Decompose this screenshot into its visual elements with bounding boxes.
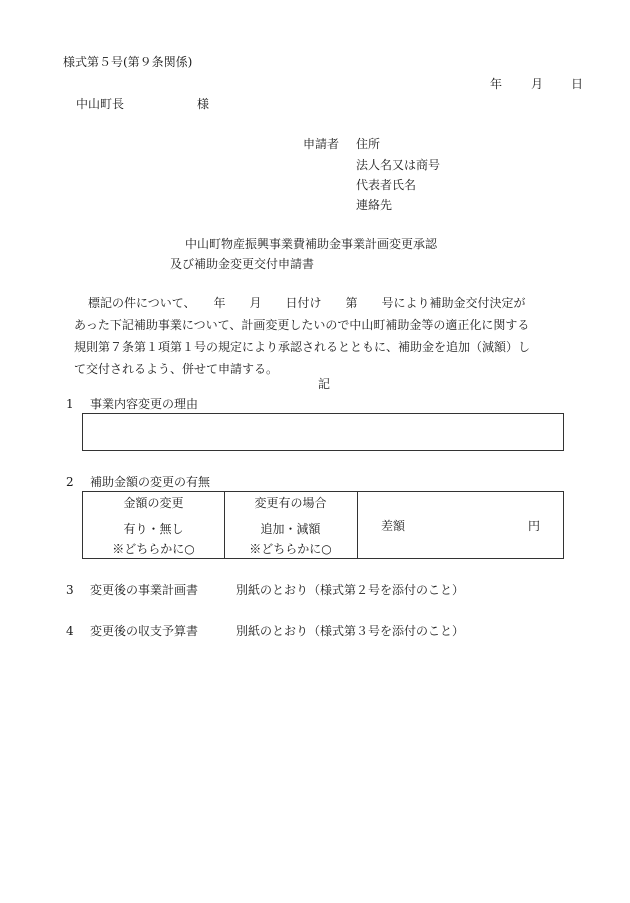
col2-value[interactable]: 追加・減額 xyxy=(260,522,321,536)
body-line-4: て交付されるよう、併せて申請する。 xyxy=(74,362,279,376)
section3-number: 3 xyxy=(66,583,74,597)
document-title-line1: 中山町物産振興事業費補助金事業計画変更承認 xyxy=(185,237,438,251)
ki-heading: 記 xyxy=(318,377,331,391)
body-paragraph xyxy=(74,292,594,380)
col1-value[interactable]: 有り・無し xyxy=(123,522,184,536)
addressee-honorific: 様 xyxy=(197,97,210,111)
applicant-representative-label: 代表者氏名 xyxy=(356,178,417,192)
change-reason-box[interactable] xyxy=(82,413,564,451)
applicant-contact-label: 連絡先 xyxy=(356,198,393,212)
section3-note: 別紙のとおり（様式第２号を添付のこと） xyxy=(236,583,465,597)
section2-number: 2 xyxy=(66,475,74,489)
section4-title: 変更後の収支予算書 xyxy=(90,624,199,638)
date-year-label: 年 xyxy=(490,77,503,91)
date-day-label: 日 xyxy=(571,77,584,91)
table-divider-2 xyxy=(357,492,358,558)
section1-number: 1 xyxy=(66,397,74,411)
col2-note: ※どちらかに○ xyxy=(249,542,332,556)
section4-note: 別紙のとおり（様式第３号を添付のこと） xyxy=(236,624,465,638)
applicant-company-label: 法人名又は商号 xyxy=(356,158,441,172)
section2-title: 補助金額の変更の有無 xyxy=(90,475,211,489)
date-month-label: 月 xyxy=(531,77,544,91)
form-number: 様式第５号(第９条関係) xyxy=(63,55,193,69)
diff-label: 差額 xyxy=(381,519,406,533)
col1-header: 金額の変更 xyxy=(123,496,184,510)
col1-note: ※どちらかに○ xyxy=(112,542,195,556)
document-title-line2: 及び補助金変更交付申請書 xyxy=(170,257,315,271)
addressee-name: 中山町長 xyxy=(76,97,125,111)
section3-title: 変更後の事業計画書 xyxy=(90,583,199,597)
diff-unit: 円 xyxy=(528,519,541,533)
section4-number: 4 xyxy=(66,624,74,638)
body-line-3: 規則第７条第１項第１号の規定により承認されるとともに、補助金を追加（減額）し xyxy=(74,340,531,354)
body-line-1: 標記の件について、 年 月 日付け 第 号により補助金交付決定が xyxy=(88,296,526,310)
section1-title: 事業内容変更の理由 xyxy=(90,397,199,411)
col2-header: 変更有の場合 xyxy=(254,496,327,510)
body-line-2: あった下記補助事業について、計画変更したいので中山町補助金等の適正化に関する xyxy=(74,318,530,332)
applicant-label: 申請者 xyxy=(303,137,340,151)
amount-change-table xyxy=(82,491,564,559)
applicant-address-label: 住所 xyxy=(356,137,381,151)
